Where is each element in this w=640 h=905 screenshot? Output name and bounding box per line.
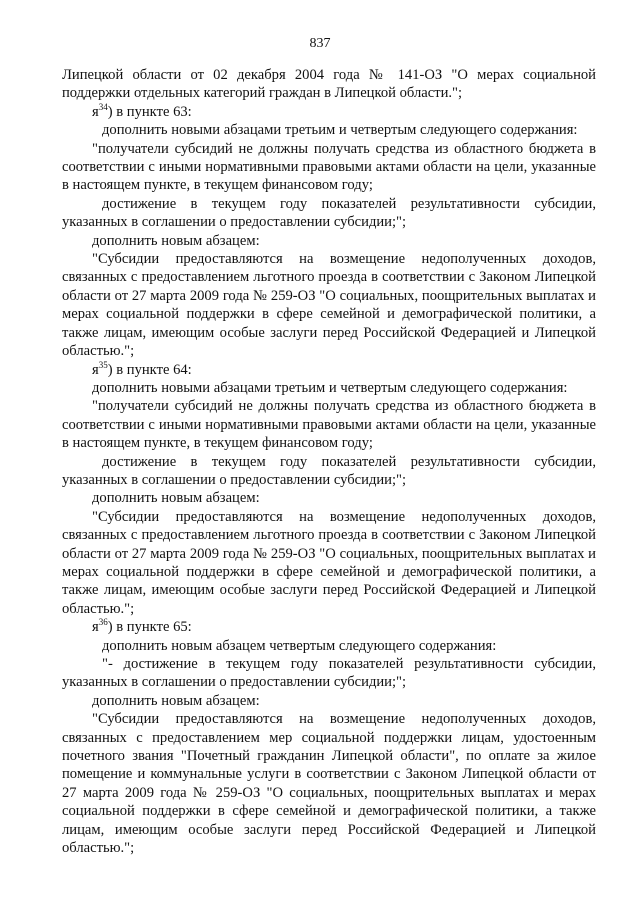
paragraph-add-new: дополнить новым абзацем: xyxy=(92,490,260,507)
footnote-mark: 34 xyxy=(98,101,108,112)
paragraph-add-abzac-4: дополнить новым абзацем четвертым следующего содержания: xyxy=(102,637,497,654)
document-body xyxy=(62,66,596,857)
paragraph-add-new: дополнить новым абзацем: xyxy=(92,692,260,709)
paragraph-achievement: достижение в текущем году показателей результативности субсидии, указанных в соглашении о предоставлении субсидии;"; xyxy=(62,195,596,231)
paragraph-recipients: "получатели субсидий не должны получать средства из областного бюджета в соответствии с иными нормативными правовыми актами области на цели, указанные в настоящем пункте, в текущем финансовом году; xyxy=(62,140,596,194)
footnote-mark: 36 xyxy=(98,617,108,628)
paragraph-add-abzacy: дополнить новыми абзацами третьим и четвертым следующего содержания: xyxy=(102,122,578,139)
item-ya34-heading: $я^{34}$) в пункте 63: xyxy=(92,101,192,120)
item-ya35-heading: $я^{35}$) в пункте 64: xyxy=(92,359,192,378)
paragraph-subsidies-honorary: "Субсидии предоставляются на возмещение недополученных доходов, связанных с предоставлением мер социальной поддержки лицам, удостоенным почетного звания "Почетный гражданин Липецкой области", по оплате за жилое помещение и коммунальные услуги в соответствии с Законом Липецкой области от 27 марта 2009 года № 259-ОЗ "О социальных, поощрительных выплатах и мерах социальной поддержки в сфере семейной и демографической политики, а также лицам, имеющим особые заслуги перед Российской Федерацией и Липецкой областью."; xyxy=(62,711,596,857)
paragraph-add-new: дополнить новым абзацем: xyxy=(92,232,260,249)
footnote-mark: 35 xyxy=(98,359,108,370)
paragraph-achievement: достижение в текущем году показателей результативности субсидии, указанных в соглашении о предоставлении субсидии;"; xyxy=(62,453,596,488)
paragraph-add-abzacy: дополнить новыми абзацами третьим и четвертым следующего содержания: xyxy=(92,379,568,396)
paragraph-achievement: "- достижение в текущем году показателей результативности субсидии, указанных в соглашении о предоставлении субсидии;"; xyxy=(62,656,596,691)
item-ya36-heading: $я^{36}$) в пункте 65: xyxy=(92,617,192,636)
page-number: 837 xyxy=(309,36,331,51)
paragraph-subsidies: "Субсидии предоставляются на возмещение недополученных доходов, связанных с предоставлением льготного проезда в соответствии с Законом Липецкой области от 27 марта 2009 года № 259-ОЗ "О социальных, поощрительных выплатах и мерах социальной поддержки в сфере семейной и демографической политики, а также лицам, имеющим особые заслуги перед Российской Федерацией и Липецкой областью."; xyxy=(62,251,596,360)
paragraph-law-reference: Липецкой области от 02 декабря 2004 года № 141-ОЗ "О мерах социальной поддержки отдельных категорий граждан в Липецкой области."; xyxy=(62,67,596,102)
paragraph-recipients: "получатели субсидий не должны получать средства из областного бюджета в соответствии с иными нормативными правовыми актами области на цели, указанные в настоящем пункте, в текущем финансовом году; xyxy=(62,398,596,452)
paragraph-subsidies: "Субсидии предоставляются на возмещение недополученных доходов, связанных с предоставлением льготного проезда в соответствии с Законом Липецкой области от 27 марта 2009 года № 259-ОЗ "О социальных, поощрительных выплатах и мерах социальной поддержки в сфере семейной и демографической политики, а также лицам, имеющим особые заслуги перед Российской Федерацией и Липецкой областью."; xyxy=(62,508,596,617)
